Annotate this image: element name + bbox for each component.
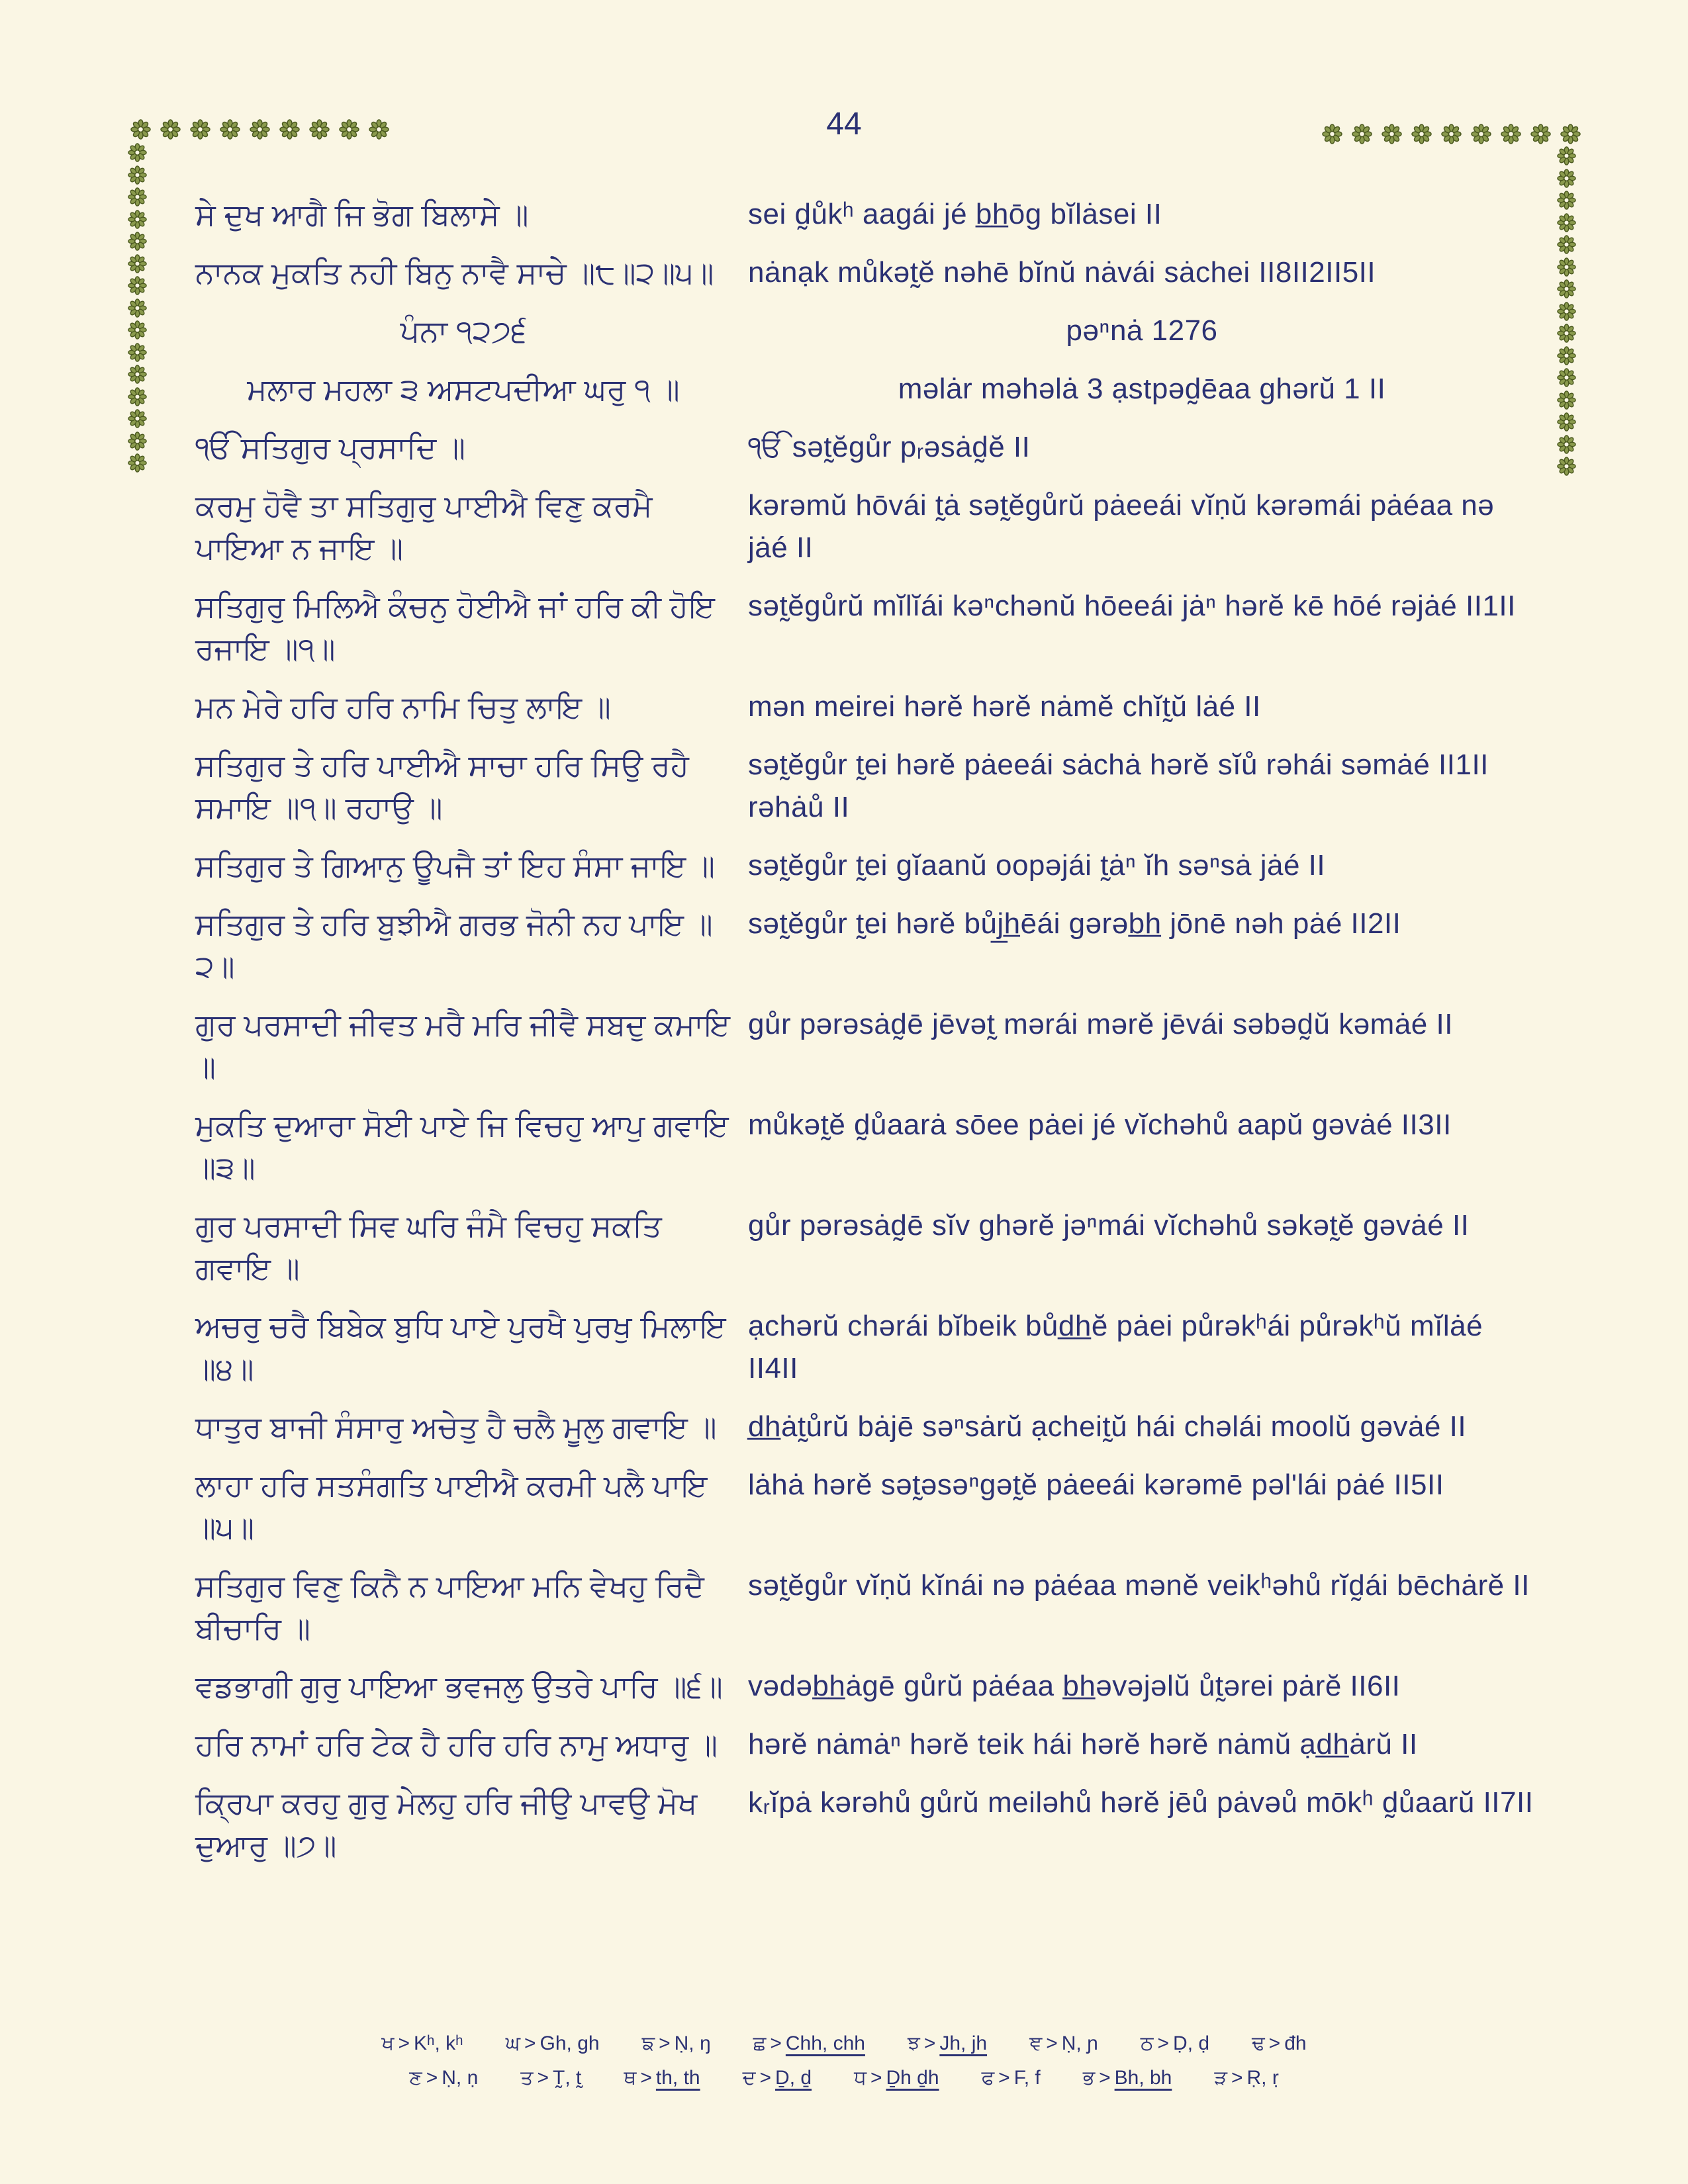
legend-row: [0, 2026, 1688, 2061]
legend-roman-value: Ṇ, ɲ: [1061, 2032, 1098, 2054]
gurmukhi-text: ਮਨ ਮੇਰੇ ਹਰਿ ਹਰਿ ਨਾਮਿ ਚਿਤੁ ਲਾਇ ॥: [195, 690, 611, 724]
flower-icon: [128, 365, 147, 384]
gurmukhi-text: ਹਰਿ ਨਾਮਾਂ ਹਰਿ ਟੇਕ ਹੈ ਹਰਿ ਹਰਿ ਨਾਮੁ ਅਧਾਰੁ ॥: [195, 1727, 718, 1762]
maps-to-symbol: >: [870, 2067, 882, 2089]
verse-table: [195, 193, 1536, 1882]
flower-icon: [1557, 346, 1576, 365]
gurmukhi-text: ਮੁਕਤਿ ਦੁਆਰਾ ਸੋਈ ਪਾਏ ਜਿ ਵਿਚਹੁ ਆਪੁ ਗਵਾਇ ॥੩॥: [195, 1108, 729, 1185]
legend-gurmukhi-letter: ਛ: [753, 2032, 767, 2054]
transliteration-text: nȧnạk můkət̰ĕ nəhē bĭnŭ nȧvái sȧchei II8II2II5II: [748, 256, 1376, 289]
flower-icon: [1322, 124, 1342, 144]
verse-row: [195, 1003, 1536, 1088]
flower-icon: [1557, 279, 1576, 298]
legend-item: [1083, 2061, 1172, 2095]
legend-roman-value: T̰, t̰: [553, 2067, 582, 2089]
flower-icon: [1557, 257, 1576, 277]
transliteration-text: hərĕ nȧmȧⁿ hərĕ teik hái hərĕ hərĕ nȧmŭ ạd̲h̲ȧrŭ II: [748, 1728, 1418, 1760]
maps-to-symbol: >: [524, 2032, 536, 2054]
legend-gurmukhi-letter: ਣ: [409, 2067, 422, 2089]
verse-row: [195, 310, 1536, 352]
legend-row: [0, 2061, 1688, 2095]
maps-to-symbol: >: [770, 2032, 782, 2054]
gurmukhi-text: ਲਾਹਾ ਹਰਿ ਸਤਸੰਗਤਿ ਪਾਈਐ ਕਰਮੀ ਪਲੈ ਪਾਇ ॥੫॥: [195, 1468, 708, 1545]
transliteration-text: d̲h̲ȧt̰ůrŭ bȧjē səⁿsȧrŭ ạcheit̰ŭ hái chəlái moolŭ gəvȧé II: [748, 1410, 1467, 1443]
verse-row: [195, 585, 1536, 670]
flower-icon: [369, 119, 389, 140]
flower-icon: [1382, 124, 1402, 144]
transliteration-text: ạchərŭ chərái bĭbeik bůd̲h̲ĕ pȧei půrəkʰái půrəkʰŭ mĭlȧé II4II: [748, 1310, 1483, 1385]
flower-icon: [1560, 124, 1581, 144]
legend-gurmukhi-letter: ਖ: [381, 2032, 395, 2054]
legend-item: [854, 2061, 939, 2095]
legend-item: [1141, 2026, 1209, 2061]
legend-gurmukhi-letter: ਢ: [1252, 2032, 1265, 2054]
legend-gurmukhi-letter: ਠ: [1140, 2032, 1154, 2054]
transliteration-text: gůr pərəsȧd̰ē sĭv ghərĕ jəⁿmái vĭchəhů səkət̰ĕ gəvȧé II: [748, 1209, 1470, 1242]
gurmukhi-text: ਵਡਭਾਗੀ ਗੁਰੁ ਪਾਇਆ ਭਵਜਲੁ ਉਤਰੇ ਪਾਰਿ ॥੬॥: [195, 1669, 723, 1704]
pronunciation-legend: [0, 2026, 1688, 2095]
gurmukhi-text: ਸਤਿਗੁਰ ਤੇ ਗਿਆਨੁ ਊਪਜੈ ਤਾਂ ਇਹ ਸੰਸਾ ਜਾਇ ॥: [195, 848, 715, 883]
flower-icon: [1530, 124, 1551, 144]
legend-gurmukhi-letter: ੜ: [1214, 2067, 1227, 2089]
flower-icon: [128, 165, 147, 185]
maps-to-symbol: >: [759, 2067, 772, 2089]
legend-gurmukhi-letter: ਞ: [1029, 2032, 1043, 2054]
legend-roman-value: Jh, jh: [939, 2032, 988, 2054]
verse-row: [195, 903, 1536, 987]
flower-icon: [1557, 412, 1576, 432]
maps-to-symbol: >: [1157, 2032, 1170, 2054]
legend-roman-value: Ḏh ḏh: [886, 2067, 939, 2089]
legend-roman-value: đh: [1284, 2032, 1307, 2054]
transliteration-text: mən meirei hərĕ hərĕ nȧmĕ chĭt̰ŭ lȧé II: [748, 690, 1261, 723]
legend-roman-value: Ṇ, ṇ: [442, 2067, 479, 2089]
flower-icon: [130, 119, 151, 140]
legend-gurmukhi-letter: ਫ: [981, 2067, 995, 2089]
verse-row: [195, 1464, 1536, 1549]
legend-item: [908, 2026, 987, 2061]
verse-row: [195, 1565, 1536, 1649]
transliteration-text: sət̰ĕgůr t̰ei gĭaanŭ oopəjái t̰ȧⁿ ĭh səⁿsȧ jȧé II: [748, 849, 1326, 882]
gurmukhi-text: ਸਤਿਗੁਰ ਤੇ ਹਰਿ ਪਾਈਐ ਸਾਚਾ ਹਰਿ ਸਿਉ ਰਹੈ ਸਮਾਇ ॥੧॥ ਰਹਾਉ ॥: [195, 748, 689, 825]
legend-roman-value: Gh, gh: [539, 2032, 600, 2054]
maps-to-symbol: >: [398, 2032, 410, 2054]
legend-roman-value: Bh, bh: [1114, 2067, 1172, 2089]
flower-icon: [1557, 235, 1576, 254]
flower-icon: [279, 119, 300, 140]
gurmukhi-text: ਸੇ ਦੁਖ ਆਗੈ ਜਿ ਭੋਗ ਬਿਲਾਸੇ ॥: [195, 197, 529, 232]
transliteration-text: ੴ sət̰ĕgůr pᵣəsȧd̰ĕ II: [748, 431, 1031, 463]
flower-icon: [1557, 213, 1576, 232]
maps-to-symbol: >: [1046, 2032, 1058, 2054]
legend-gurmukhi-letter: ਤ: [520, 2067, 534, 2089]
flower-icon: [128, 320, 147, 340]
verse-row: [195, 1665, 1536, 1707]
maps-to-symbol: >: [923, 2032, 936, 2054]
maps-to-symbol: >: [640, 2067, 652, 2089]
maps-to-symbol: >: [537, 2067, 549, 2089]
verse-row: [195, 844, 1536, 887]
flower-icon: [1557, 368, 1576, 387]
legend-item: [409, 2061, 478, 2095]
flower-icon: [1557, 191, 1576, 210]
flower-icon: [339, 119, 359, 140]
verse-row: [195, 193, 1536, 236]
flower-icon: [220, 119, 240, 140]
transliteration-text: kərəmŭ hōvái t̰ȧ sət̰ĕgůrŭ pȧeeái vĭṇŭ kərəmái pȧéaa nə jȧé II: [748, 489, 1495, 564]
transliteration-text: gůr pərəsȧd̰ē jēvət̰ mərái mərĕ jēvái səbəd̰ŭ kəmȧé II: [748, 1008, 1453, 1040]
legend-roman-value: Chh, chh: [785, 2032, 865, 2054]
transliteration-text: pəⁿnȧ 1276: [1066, 314, 1218, 347]
page-number: 44: [826, 107, 862, 142]
flower-icon: [128, 232, 147, 251]
legend-item: [743, 2061, 812, 2095]
legend-roman-value: Ṇ, ŋ: [674, 2032, 711, 2054]
gurmukhi-text: ਧਾਤੁਰ ਬਾਜੀ ਸੰਸਾਰੁ ਅਚੇਤੁ ਹੈ ਚਲੈ ਮੂਲੁ ਗਵਾਇ ॥: [195, 1410, 717, 1444]
flower-icon: [128, 298, 147, 318]
gurmukhi-text: ਪੰਨਾ ੧੨੭੬: [400, 314, 527, 348]
legend-gurmukhi-letter: ਦ: [742, 2067, 756, 2089]
legend-item: [624, 2061, 700, 2095]
transliteration-text: kᵣĭpȧ kərəhů gůrŭ meiləhů hərĕ jēů pȧvəů mōkʰ d̰ůaarŭ II7II: [748, 1786, 1534, 1819]
verse-row: [195, 1723, 1536, 1766]
verse-row: [195, 484, 1536, 569]
gurmukhi-text: ਸਤਿਗੁਰ ਵਿਣੁ ਕਿਨੈ ਨ ਪਾਇਆ ਮਨਿ ਵੇਖਹੁ ਰਿਦੈ ਬੀਚਾਰਿ ॥: [195, 1569, 704, 1645]
legend-item: [1029, 2026, 1098, 2061]
maps-to-symbol: >: [426, 2067, 438, 2089]
legend-roman-value: Ṛ, ṛ: [1246, 2067, 1279, 2089]
verse-row: [195, 686, 1536, 728]
legend-roman-value: Ḏ, ḏ: [775, 2067, 812, 2089]
transliteration-text: sət̰ĕgůr t̰ei hərĕ pȧeeái sȧchȧ hərĕ sĭů rəhái səmȧé II1II rəhȧů II: [748, 749, 1489, 823]
flower-icon: [1557, 169, 1576, 188]
maps-to-symbol: >: [659, 2032, 671, 2054]
legend-gurmukhi-letter: ਭ: [1082, 2067, 1096, 2089]
legend-roman-value: th, th: [655, 2067, 700, 2089]
verse-row: [195, 251, 1536, 294]
flower-icon: [1352, 124, 1372, 144]
flower-icon: [1557, 146, 1576, 165]
gurmukhi-text: ਸਤਿਗੁਰ ਤੇ ਹਰਿ ਬੁਝੀਐ ਗਰਭ ਜੋਨੀ ਨਹ ਪਾਇ ॥੨॥: [195, 907, 713, 983]
transliteration-text: məlȧr məhəlȧ 3 ạstpəd̰ēaa ghərŭ 1 II: [898, 373, 1386, 405]
flower-icon: [128, 187, 147, 206]
transliteration-text: lȧhȧ hərĕ sət̰əsəⁿgət̰ĕ pȧeeái kərəmē pəl'lái pȧé II5II: [748, 1469, 1444, 1501]
flower-icon: [128, 387, 147, 406]
legend-item: [506, 2026, 600, 2061]
transliteration-text: vədəb̲h̲ȧgē gůrŭ pȧéaa b̲h̲əvəjəlŭ ůt̰ərei pȧrĕ II6II: [748, 1670, 1401, 1702]
flower-icon: [128, 276, 147, 295]
gurmukhi-text: ਕਰਮੁ ਹੋਵੈ ਤਾ ਸਤਿਗੁਰੁ ਪਾਈਐ ਵਿਣੁ ਕਰਮੈ ਪਾਇਆ ਨ ਜਾਇ ॥: [195, 488, 653, 565]
verse-row: [195, 1305, 1536, 1390]
flower-icon: [128, 143, 147, 162]
gurmukhi-text: ਨਾਨਕ ਮੁਕਤਿ ਨਹੀ ਬਿਨੁ ਨਾਵੈ ਸਾਚੇ ॥੮॥੨॥੫॥: [195, 255, 714, 290]
flower-icon: [250, 119, 270, 140]
verse-row: [195, 744, 1536, 829]
legend-item: [1214, 2061, 1278, 2095]
flower-icon: [128, 432, 147, 451]
legend-gurmukhi-letter: ਙ: [641, 2032, 655, 2054]
flower-icon: [1441, 124, 1462, 144]
gurmukhi-text: ਕ੍ਰਿਪਾ ਕਰਹੁ ਗੁਰੁ ਮੇਲਹੁ ਹਰਿ ਜੀਉ ਪਾਵਉ ਮੋਖ ਦੁਆਰੁ ॥੭॥: [195, 1786, 698, 1862]
legend-item: [1252, 2026, 1307, 2061]
gurmukhi-text: ਸਤਿਗੁਰੁ ਮਿਲਿਐ ਕੰਚਨੁ ਹੋਈਐ ਜਾਂ ਹਰਿ ਕੀ ਹੋਇ ਰਜਾਇ ॥੧॥: [195, 589, 715, 666]
flower-icon: [128, 409, 147, 428]
legend-item: [381, 2026, 463, 2061]
verse-row: [195, 426, 1536, 469]
verse-row: [195, 368, 1536, 410]
flower-icon: [128, 453, 147, 473]
flower-icon: [128, 343, 147, 362]
flower-icon: [1557, 435, 1576, 454]
gurmukhi-text: ਗੁਰ ਪਰਸਾਦੀ ਸਿਵ ਘਰਿ ਜੰਮੈ ਵਿਚਹੁ ਸਕਤਿ ਗਵਾਇ ॥: [195, 1208, 662, 1285]
transliteration-text: můkət̰ĕ d̰ůaarȧ sōee pȧei jé vĭchəhů aapŭ gəvȧé II3II: [748, 1109, 1452, 1141]
flower-icon: [1501, 124, 1521, 144]
transliteration-text: sət̰ĕgůrŭ mĭlĭái kəⁿchənŭ hōeeái jȧⁿ hərĕ kē hōé rəjȧé II1II: [748, 590, 1516, 622]
gurmukhi-text: ਮਲਾਰ ਮਹਲਾ ੩ ਅਸਟਪਦੀਆ ਘਰੁ ੧ ॥: [247, 372, 680, 406]
legend-item: [642, 2026, 711, 2061]
legend-item: [520, 2061, 581, 2095]
flower-icon: [1557, 457, 1576, 476]
maps-to-symbol: >: [998, 2067, 1010, 2089]
legend-roman-value: Kʰ, kʰ: [413, 2032, 463, 2054]
flower-icon: [190, 119, 211, 140]
legend-gurmukhi-letter: ਧ: [854, 2067, 867, 2089]
maps-to-symbol: >: [1231, 2067, 1243, 2089]
transliteration-text: sət̰ĕgůr vĭṇŭ kĭnái nə pȧéaa mənĕ veikʰəhů rĭd̰ái bēchȧrĕ II: [748, 1569, 1530, 1602]
verse-row: [195, 1205, 1536, 1289]
verse-row: [195, 1782, 1536, 1866]
transliteration-text: sei d̰ůkʰ aagái jé b̲h̲ōg bĭlȧsei II: [748, 198, 1162, 230]
transliteration-text: sət̰ĕgůr t̰ei hərĕ bůj̲h̲ēái gərəb̲h̲ jōnē nəh pȧé II2II: [748, 907, 1401, 940]
legend-gurmukhi-letter: ਥ: [624, 2067, 637, 2089]
legend-item: [982, 2061, 1041, 2095]
gurmukhi-text: ਗੁਰ ਪਰਸਾਦੀ ਜੀਵਤ ਮਰੈ ਮਰਿ ਜੀਵੈ ਸਬਦੁ ਕਮਾਇ ॥: [195, 1007, 731, 1084]
gurmukhi-text: ਅਚਰੁ ਚਰੈ ਬਿਬੇਕ ਬੁਧਿ ਪਾਏ ਪੁਰਖੈ ਪੁਰਖੁ ਮਿਲਾਇ ॥੪॥: [195, 1309, 726, 1386]
flower-icon: [160, 119, 181, 140]
legend-item: [753, 2026, 865, 2061]
flower-icon: [1411, 124, 1432, 144]
flower-icon: [1557, 324, 1576, 343]
flower-icon: [309, 119, 330, 140]
gurmukhi-text: ੴ ਸਤਿਗੁਰ ਪ੍ਰਸਾਦਿ ॥: [195, 430, 465, 465]
legend-roman-value: F, f: [1013, 2067, 1041, 2089]
verse-row: [195, 1406, 1536, 1448]
legend-gurmukhi-letter: ਝ: [907, 2032, 920, 2054]
legend-roman-value: Ḍ, ḍ: [1173, 2032, 1210, 2054]
verse-row: [195, 1104, 1536, 1189]
legend-gurmukhi-letter: ਘ: [505, 2032, 520, 2054]
flower-icon: [128, 210, 147, 229]
flower-icon: [1557, 390, 1576, 410]
flower-icon: [1557, 302, 1576, 321]
flower-icon: [1471, 124, 1491, 144]
flower-icon: [128, 254, 147, 273]
maps-to-symbol: >: [1268, 2032, 1281, 2054]
maps-to-symbol: >: [1099, 2067, 1111, 2089]
